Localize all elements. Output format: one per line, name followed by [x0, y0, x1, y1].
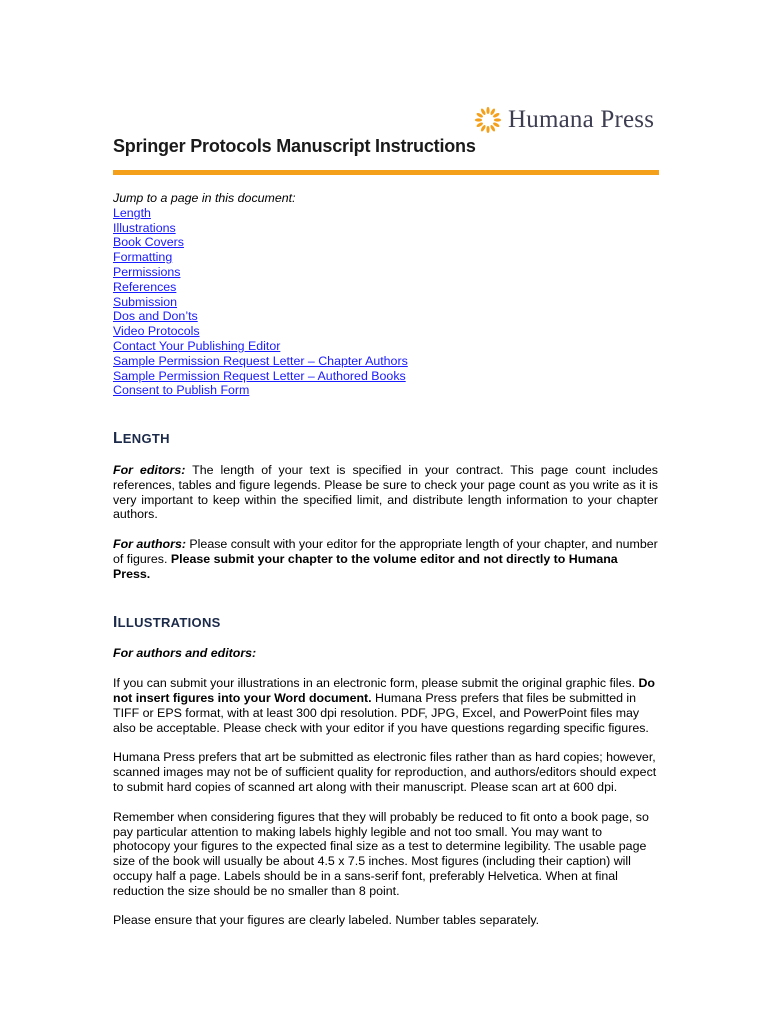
page-title: Springer Protocols Manuscript Instructions: [113, 136, 476, 156]
toc-link-length[interactable]: Length: [113, 205, 151, 220]
brand-logo: [474, 106, 654, 134]
sunburst-ray: [486, 126, 489, 133]
toc-link-illustrations[interactable]: Illustrations: [113, 220, 176, 235]
section-heading-illustrations: ILLUSTRATIONS: [113, 613, 221, 631]
toc-link-permissions[interactable]: Permissions: [113, 264, 181, 279]
toc-link-consent-form[interactable]: Consent to Publish Form: [113, 383, 250, 398]
document-body: [113, 191, 658, 943]
toc-link-book-covers[interactable]: Book Covers: [113, 235, 184, 250]
toc-link-sample-letter-authored-books[interactable]: Sample Permission Request Letter – Authored Books: [113, 368, 406, 383]
toc-link-references[interactable]: References: [113, 279, 177, 294]
sunburst-ray: [486, 107, 489, 114]
brand-name: Humana Press: [508, 106, 655, 133]
toc-link-video-protocols[interactable]: Video Protocols: [113, 324, 200, 339]
length-authors-paragraph: For authors: Please consult with your editor for the appropriate length of your chapter, and number of figures. Please submit your chapter to the volume editor and not directly to Humana Press.: [113, 537, 658, 581]
title-divider: [113, 170, 659, 175]
sunburst-ray: [475, 118, 482, 121]
sunburst-icon: [474, 106, 502, 134]
illustrations-subheading: For authors and editors:: [113, 646, 257, 661]
length-editors-paragraph: For editors: The length of your text is specified in your contract. This page count includes references, tables and figure legends. Please be sure to check your page count as you write as it is very important to keep within the specified limit, and distribute length information to your chapter authors.: [113, 462, 658, 522]
illustrations-paragraph-4: Please ensure that your figures are clearly labeled. Number tables separately.: [113, 913, 540, 928]
toc-link-contact-editor[interactable]: Contact Your Publishing Editor: [113, 338, 281, 353]
table-of-contents: [113, 206, 658, 398]
illustrations-paragraph-1: If you can submit your illustrations in an electronic form, please submit the original graphic files. Do not insert figures into your Word document. Humana Press prefers that files be submitted in TIFF or EPS format, with at least 300 dpi resolution. PDF, JPG, Excel, and PowerPoint files may also be acceptable. Please check with your editor if you have questions regarding specific figures.: [113, 676, 656, 735]
illustrations-paragraph-2: Humana Press prefers that art be submitted as electronic files rather than as hard copies; however, scanned images may not be of sufficient quality for reproduction, and authors/editors should expect to submit hard copies of scanned art along with their manuscript. Please scan art at 600 dpi.: [113, 750, 657, 794]
toc-link-submission[interactable]: Submission: [113, 294, 178, 309]
illustrations-paragraph-3: Remember when considering figures that they will probably be reduced to fit onto a book page, so pay particular attention to making labels highly legible and not too small. You may want to photocopy your figures to the expected final size as a test to determine legibility. The usable page size of the book will usually be about 4.5 x 7.5 inches. Most figures (including their caption) will occupy half a page. Labels should be in a sans-serif font, preferably Helvetica. When at final reduction the size should be no smaller than 8 point.: [113, 809, 649, 898]
section-heading-length: LENGTH: [113, 430, 170, 448]
jump-label: Jump to a page in this document:: [113, 191, 296, 205]
toc-link-dos-and-donts[interactable]: Dos and Don’ts: [113, 309, 198, 324]
sunburst-ray: [494, 118, 501, 121]
toc-link-sample-letter-chapter-authors[interactable]: Sample Permission Request Letter – Chapter Authors: [113, 353, 408, 368]
toc-link-formatting[interactable]: Formatting: [113, 250, 173, 265]
